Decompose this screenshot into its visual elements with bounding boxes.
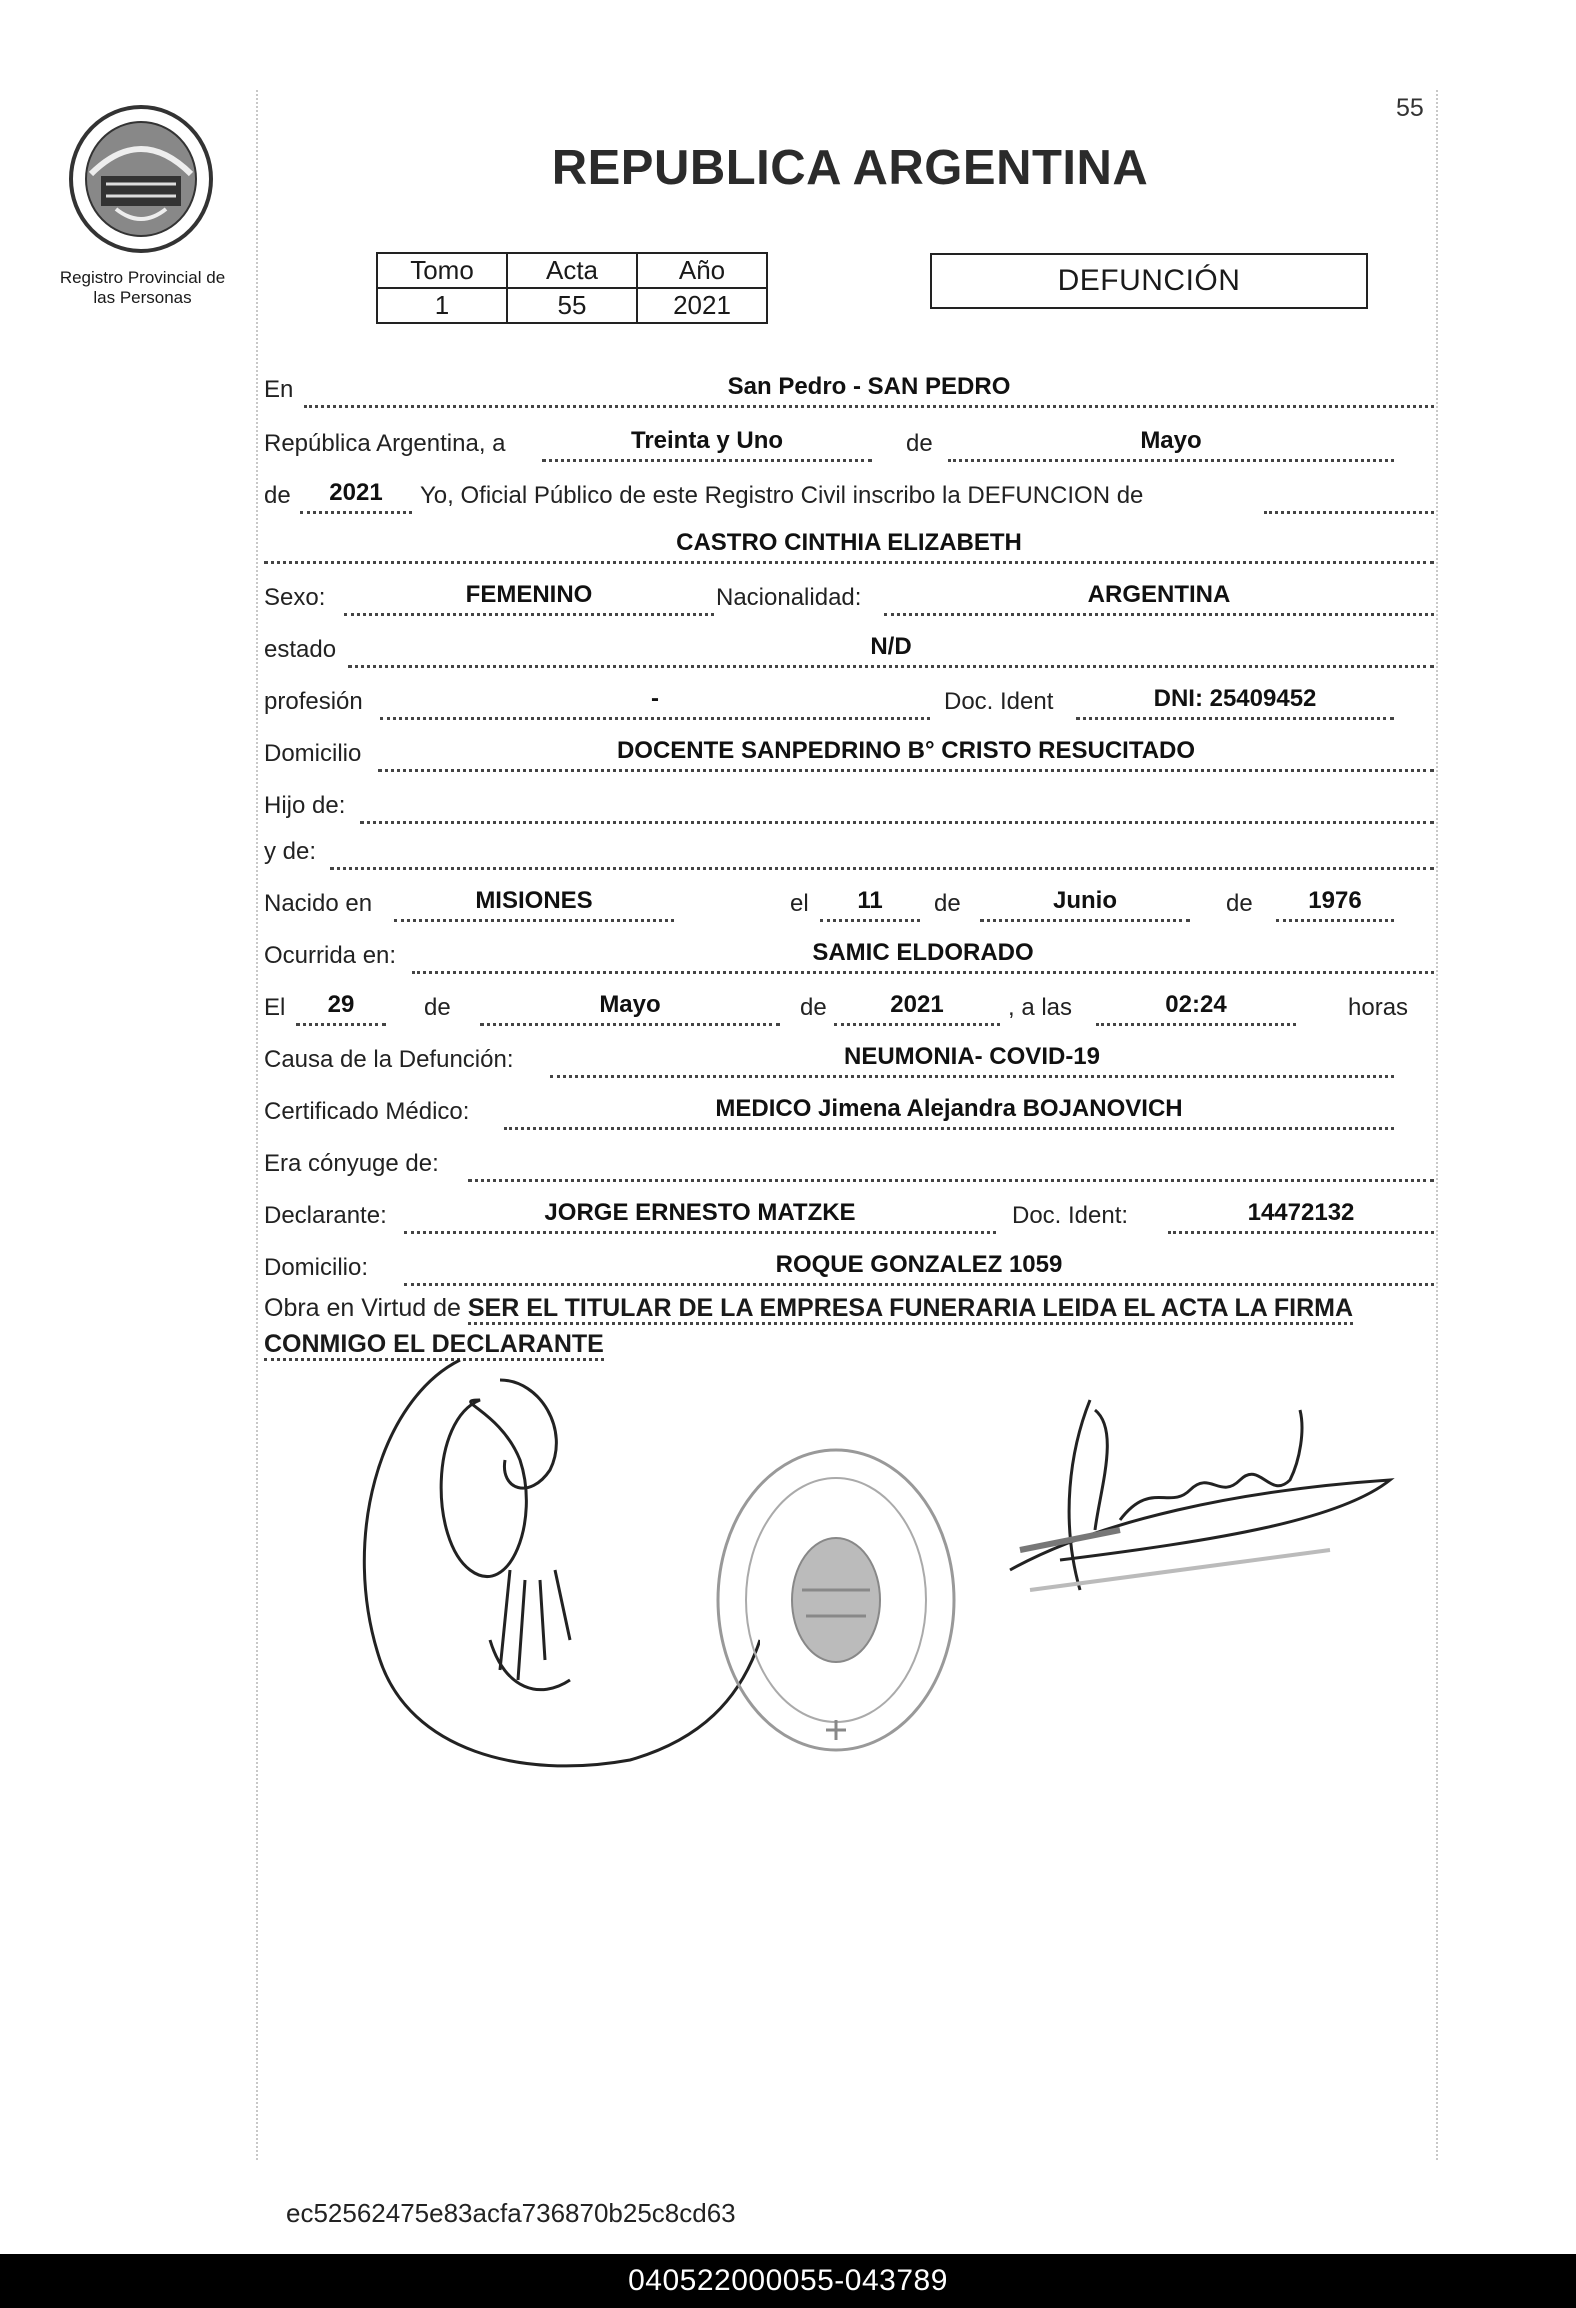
field-nacido-dia — [820, 887, 920, 922]
field-ocurrida — [412, 939, 1434, 974]
value-nacionalidad: ARGENTINA — [1087, 581, 1231, 608]
registry-label-line2: las Personas — [93, 288, 192, 307]
field-mes — [948, 427, 1394, 462]
reference-table — [376, 252, 768, 324]
registry-label-line1: Registro Provincial de — [59, 268, 226, 287]
field-muerte-dia — [296, 991, 386, 1026]
line-nacido — [264, 884, 1434, 924]
value-nacido-dia: 11 — [857, 887, 883, 914]
value-declarante: JORGE ERNESTO MATZKE — [544, 1199, 856, 1226]
field-dia-texto — [542, 427, 872, 462]
label-el: el — [790, 890, 809, 917]
label-domicilio2: Domicilio: — [264, 1254, 369, 1281]
field-domicilio2 — [404, 1251, 1434, 1286]
label-yde: y de: — [264, 838, 317, 865]
field-certificado — [504, 1095, 1394, 1130]
label-republica: República Argentina, a — [264, 430, 506, 457]
field-doc2 — [1168, 1199, 1434, 1234]
right-margin-line — [1436, 90, 1438, 2160]
label-de: de — [906, 430, 933, 457]
value-sexo: FEMENINO — [465, 581, 593, 608]
value-dia-texto: Treinta y Uno — [630, 427, 784, 454]
label-certificado: Certificado Médico: — [264, 1098, 470, 1125]
value-domicilio: DOCENTE SANPEDRINO B° CRISTO RESUCITADO — [616, 737, 1196, 764]
value-domicilio2: ROQUE GONZALEZ 1059 — [775, 1251, 1063, 1278]
label-de4: de — [1226, 890, 1253, 917]
line-yde — [264, 832, 1434, 872]
label-obra: Obra en Virtud de — [264, 1294, 461, 1322]
label-domicilio: Domicilio — [264, 740, 362, 767]
field-estado — [348, 633, 1434, 668]
value-nacido-mes: Junio — [1053, 887, 1117, 914]
label-horas: horas — [1348, 994, 1409, 1021]
value-doc: DNI: 25409452 — [1153, 685, 1317, 712]
line-en — [264, 370, 1434, 410]
label-nacionalidad: Nacionalidad: — [716, 584, 862, 611]
field-muerte-hora — [1096, 991, 1296, 1026]
label-de5: de — [424, 994, 451, 1021]
line-fecha-muerte — [264, 988, 1434, 1028]
field-declarante — [404, 1199, 996, 1234]
label-de3: de — [934, 890, 961, 917]
value-nacido-anio: 1976 — [1308, 887, 1362, 914]
label-doc2: Doc. Ident: — [1012, 1202, 1129, 1229]
line-hijo — [264, 786, 1434, 826]
ref-header-tomo: Tomo — [377, 253, 507, 288]
line-estado — [264, 630, 1434, 670]
officer-signature — [1000, 1370, 1400, 1630]
field-domicilio — [378, 737, 1434, 772]
label-declarante: Declarante: — [264, 1202, 387, 1229]
value-profesion: - — [651, 685, 659, 712]
label-hijo: Hijo de: — [264, 792, 346, 819]
value-muerte-dia: 29 — [327, 991, 355, 1018]
ref-header-acta: Acta — [507, 253, 637, 288]
line-oficial — [264, 476, 1434, 516]
field-causa — [550, 1043, 1394, 1078]
field-conyuge — [468, 1147, 1434, 1182]
record-type-box: DEFUNCIÓN — [930, 253, 1368, 309]
field-doc — [1076, 685, 1394, 720]
label-sexo: Sexo: — [264, 584, 326, 611]
label-el2: El — [264, 994, 286, 1021]
official-stamp — [706, 1440, 966, 1760]
value-causa: NEUMONIA- COVID-19 — [843, 1043, 1101, 1070]
value-estado: N/D — [870, 633, 912, 660]
field-oficial-blank — [1264, 479, 1434, 514]
ref-value-acta: 55 — [507, 288, 637, 323]
value-obra: SER EL TITULAR DE LA EMPRESA FUNERARIA LEIDA EL ACTA LA FIRMA CONMIGO EL DECLARANTE — [264, 1294, 1353, 1361]
document-hash: ec52562475e83acfa736870b25c8cd63 — [286, 2198, 736, 2228]
value-muerte-anio: 2021 — [890, 991, 944, 1018]
field-nacionalidad — [884, 581, 1434, 616]
ref-value-anio: 2021 — [637, 288, 767, 323]
label-conyuge: Era cónyuge de: — [264, 1150, 439, 1177]
label-nacido: Nacido en — [264, 890, 373, 917]
label-profesion: profesión — [264, 688, 363, 715]
ref-value-tomo: 1 — [377, 288, 507, 323]
label-ocurrida: Ocurrida en: — [264, 942, 397, 969]
line-conyuge — [264, 1144, 1434, 1184]
field-nacido-anio — [1276, 887, 1394, 922]
left-margin-line — [256, 90, 258, 2160]
page-number: 55 — [1396, 94, 1424, 122]
field-nacido-lugar — [394, 887, 674, 922]
line-certificado — [264, 1092, 1434, 1132]
label-oficial-text: Yo, Oficial Público de este Registro Civil inscribo la DEFUNCION de — [420, 482, 1144, 509]
field-sexo — [344, 581, 714, 616]
value-nombre: CASTRO CINTHIA ELIZABETH — [676, 529, 1022, 556]
value-doc2: 14472132 — [1247, 1199, 1355, 1226]
field-muerte-mes — [480, 991, 780, 1026]
value-muerte-hora: 02:24 — [1165, 991, 1227, 1018]
field-nacido-mes — [980, 887, 1190, 922]
label-de6: de — [800, 994, 827, 1021]
line-profesion — [264, 682, 1434, 722]
label-de2: de — [264, 482, 291, 509]
field-hijo — [360, 789, 1434, 824]
field-profesion — [380, 685, 930, 720]
field-anio — [300, 479, 412, 514]
line-sexo — [264, 578, 1434, 618]
field-en — [304, 373, 1434, 408]
value-mes: Mayo — [1140, 427, 1202, 454]
label-estado: estado — [264, 636, 337, 663]
label-causa: Causa de la Defunción: — [264, 1046, 514, 1073]
field-nombre — [264, 529, 1434, 564]
label-doc: Doc. Ident — [944, 688, 1054, 715]
registry-label — [40, 268, 245, 308]
value-anio: 2021 — [329, 479, 383, 506]
value-ocurrida: SAMIC ELDORADO — [812, 939, 1034, 966]
value-certificado: MEDICO Jimena Alejandra BOJANOVICH — [715, 1095, 1183, 1122]
line-declarante — [264, 1196, 1434, 1236]
line-domicilio — [264, 734, 1434, 774]
field-yde — [330, 835, 1434, 870]
label-en: En — [264, 376, 294, 403]
ref-header-anio: Año — [637, 253, 767, 288]
line-ocurrida — [264, 936, 1434, 976]
value-en: San Pedro - SAN PEDRO — [727, 373, 1011, 400]
label-alas: , a las — [1008, 994, 1073, 1021]
line-fecha — [264, 424, 1434, 464]
value-muerte-mes: Mayo — [599, 991, 661, 1018]
value-nacido-lugar: MISIONES — [475, 887, 593, 914]
field-muerte-anio — [834, 991, 1000, 1026]
document-title: REPUBLICA ARGENTINA — [551, 141, 1149, 195]
barcode-number: 040522000055-043789 — [0, 2254, 1576, 2308]
line-domicilio2 — [264, 1248, 1434, 1288]
line-causa — [264, 1040, 1434, 1080]
declarant-signature — [340, 1340, 760, 1790]
line-nombre — [264, 526, 1434, 566]
